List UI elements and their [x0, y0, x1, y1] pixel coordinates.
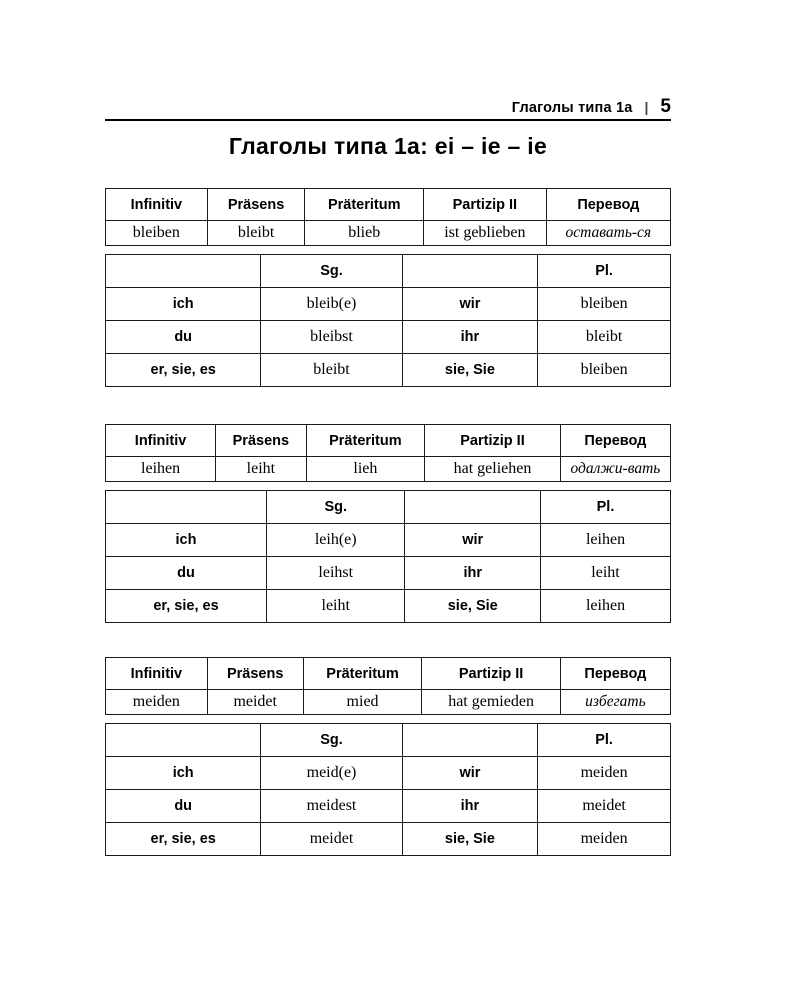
- form-sg-3: meidet: [261, 823, 402, 856]
- cell-infinitiv: meiden: [106, 690, 208, 715]
- col-header-translation: Перевод: [546, 189, 670, 221]
- pronoun-sie-Sie: sie, Sie: [402, 823, 538, 856]
- cell-translation: избегать: [560, 690, 670, 715]
- cell-translation: оставать-ся: [546, 221, 670, 246]
- conjugation-header-row: [106, 255, 671, 288]
- col-header-partizip2: Partizip II: [422, 658, 560, 690]
- conj-header-blank-left: [106, 724, 261, 757]
- pronoun-du: du: [106, 790, 261, 823]
- cell-praesens: leiht: [216, 457, 306, 482]
- conj-header-blank-right: [402, 724, 538, 757]
- conj-header-blank-right: [402, 255, 538, 288]
- pronoun-er-sie-es: er, sie, es: [106, 823, 261, 856]
- cell-praeteritum: blieb: [305, 221, 424, 246]
- pronoun-ihr: ihr: [402, 790, 538, 823]
- form-pl-3: leihen: [541, 590, 671, 623]
- col-header-praeteritum: Präteritum: [306, 425, 425, 457]
- table-header-row: [106, 425, 671, 457]
- pronoun-du: du: [106, 557, 267, 590]
- col-header-partizip2: Partizip II: [424, 189, 547, 221]
- pronoun-wir: wir: [402, 757, 538, 790]
- form-pl-3: meiden: [538, 823, 671, 856]
- running-head-title: Глаголы типа 1а: [511, 100, 633, 116]
- table-row: [106, 690, 671, 715]
- form-pl-1: bleiben: [538, 288, 671, 321]
- table-row: [106, 524, 671, 557]
- verb-entry-meiden: [105, 657, 671, 856]
- conj-header-singular: Sg.: [261, 724, 402, 757]
- form-pl-2: leiht: [541, 557, 671, 590]
- pronoun-wir: wir: [402, 288, 538, 321]
- col-header-translation: Перевод: [560, 658, 670, 690]
- pronoun-ihr: ihr: [402, 321, 538, 354]
- header-divider: [105, 119, 671, 121]
- col-header-praeteritum: Präteritum: [303, 658, 422, 690]
- form-sg-1: leih(e): [267, 524, 405, 557]
- col-header-translation: Перевод: [560, 425, 670, 457]
- pronoun-sie-Sie: sie, Sie: [402, 354, 538, 387]
- col-header-praesens: Präsens: [216, 425, 306, 457]
- table-row: [106, 790, 671, 823]
- running-head: [105, 96, 671, 118]
- form-sg-2: meidest: [261, 790, 402, 823]
- cell-praeteritum: lieh: [306, 457, 425, 482]
- verb-forms-table: [105, 188, 671, 246]
- col-header-praesens: Präsens: [207, 658, 303, 690]
- table-header-row: [106, 189, 671, 221]
- form-pl-1: leihen: [541, 524, 671, 557]
- conj-header-blank-left: [106, 255, 261, 288]
- conj-header-plural: Pl.: [538, 255, 671, 288]
- cell-praeteritum: mied: [303, 690, 422, 715]
- cell-praesens: bleibt: [207, 221, 305, 246]
- pronoun-wir: wir: [405, 524, 541, 557]
- col-header-praeteritum: Präteritum: [305, 189, 424, 221]
- form-pl-3: bleiben: [538, 354, 671, 387]
- pronoun-sie-Sie: sie, Sie: [405, 590, 541, 623]
- verb-forms-table: [105, 424, 671, 482]
- conj-header-singular: Sg.: [261, 255, 402, 288]
- pronoun-er-sie-es: er, sie, es: [106, 590, 267, 623]
- conjugation-table: [105, 254, 671, 387]
- cell-partizip2: hat gemieden: [422, 690, 560, 715]
- cell-praesens: meidet: [207, 690, 303, 715]
- col-header-infinitiv: Infinitiv: [106, 189, 208, 221]
- form-sg-3: leiht: [267, 590, 405, 623]
- table-row: [106, 321, 671, 354]
- pronoun-ich: ich: [106, 524, 267, 557]
- conjugation-header-row: [106, 724, 671, 757]
- pronoun-ich: ich: [106, 757, 261, 790]
- form-sg-1: bleib(e): [261, 288, 402, 321]
- col-header-infinitiv: Infinitiv: [106, 425, 216, 457]
- form-pl-2: bleibt: [538, 321, 671, 354]
- table-row: [106, 590, 671, 623]
- col-header-partizip2: Partizip II: [425, 425, 561, 457]
- cell-partizip2: hat geliehen: [425, 457, 561, 482]
- pronoun-ich: ich: [106, 288, 261, 321]
- conjugation-header-row: [106, 491, 671, 524]
- col-header-praesens: Präsens: [207, 189, 305, 221]
- form-pl-1: meiden: [538, 757, 671, 790]
- pronoun-du: du: [106, 321, 261, 354]
- conj-header-blank-right: [405, 491, 541, 524]
- conj-header-singular: Sg.: [267, 491, 405, 524]
- conjugation-table: [105, 490, 671, 623]
- table-row: [106, 221, 671, 246]
- table-header-row: [106, 658, 671, 690]
- pronoun-ihr: ihr: [405, 557, 541, 590]
- conj-header-blank-left: [106, 491, 267, 524]
- cell-partizip2: ist geblieben: [424, 221, 547, 246]
- cell-infinitiv: leihen: [106, 457, 216, 482]
- table-row: [106, 757, 671, 790]
- form-sg-2: bleibst: [261, 321, 402, 354]
- cell-infinitiv: bleiben: [106, 221, 208, 246]
- verb-entry-leihen: [105, 424, 671, 623]
- form-sg-1: meid(e): [261, 757, 402, 790]
- form-sg-2: leihst: [267, 557, 405, 590]
- table-row: [106, 354, 671, 387]
- table-row: [106, 288, 671, 321]
- col-header-infinitiv: Infinitiv: [106, 658, 208, 690]
- verb-forms-table: [105, 657, 671, 715]
- pronoun-er-sie-es: er, sie, es: [106, 354, 261, 387]
- verb-entry-bleiben: [105, 188, 671, 387]
- form-sg-3: bleibt: [261, 354, 402, 387]
- conjugation-table: [105, 723, 671, 856]
- page-number: 5: [660, 96, 671, 117]
- table-row: [106, 823, 671, 856]
- running-head-separator: |: [644, 99, 649, 115]
- table-row: [106, 457, 671, 482]
- form-pl-2: meidet: [538, 790, 671, 823]
- cell-translation: одалжи-вать: [560, 457, 670, 482]
- table-row: [106, 557, 671, 590]
- page-title: Глаголы типа 1a: ei – ie – ie: [228, 133, 548, 159]
- conj-header-plural: Pl.: [541, 491, 671, 524]
- conj-header-plural: Pl.: [538, 724, 671, 757]
